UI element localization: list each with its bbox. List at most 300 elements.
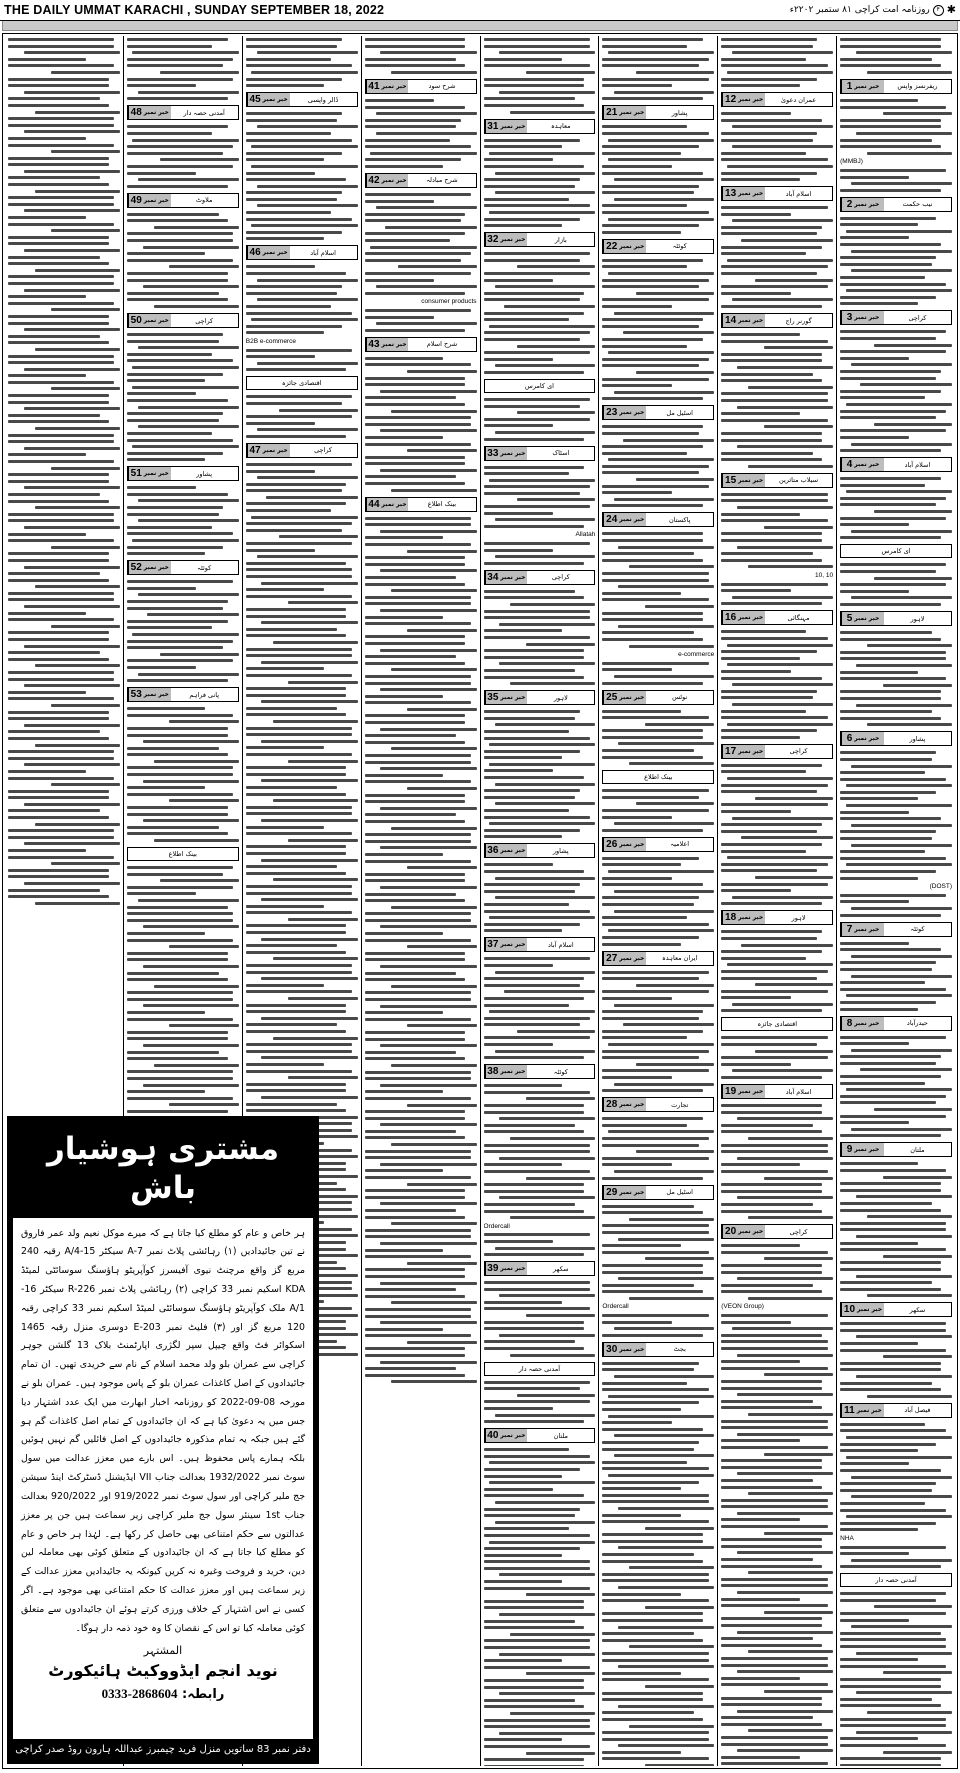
text-line	[721, 392, 827, 395]
text-line	[504, 305, 596, 308]
text-line	[484, 1554, 562, 1557]
text-line	[755, 797, 833, 800]
text-line	[407, 1341, 476, 1344]
section-header-23[interactable]	[602, 405, 714, 420]
section-category-43: شرح اسلام	[408, 338, 475, 351]
text-line	[851, 250, 952, 253]
section-header-11[interactable]	[840, 1403, 952, 1418]
section-category-4: اسلام آباد	[884, 458, 951, 471]
section-label-box[interactable]: بینک اطلاع	[127, 847, 239, 861]
section-header-35[interactable]	[484, 690, 596, 705]
section-label-box[interactable]: اقتصادی جائزہ	[246, 376, 358, 390]
section-number-label: خبر نمبر	[500, 1068, 526, 1076]
body-text-block	[602, 532, 714, 647]
section-header-41[interactable]	[365, 79, 477, 94]
section-header-32[interactable]	[484, 232, 596, 247]
body-text-block	[721, 38, 833, 87]
section-header-21[interactable]	[602, 105, 714, 120]
text-line	[8, 157, 109, 160]
section-number-label: خبر نمبر	[381, 340, 407, 348]
text-line	[8, 381, 114, 384]
text-line	[721, 1400, 813, 1403]
text-line	[840, 503, 936, 506]
body-text-block	[365, 357, 477, 492]
text-line	[618, 1277, 714, 1280]
text-line	[484, 1183, 585, 1186]
text-line	[261, 740, 357, 743]
text-line	[246, 832, 352, 835]
text-line	[365, 741, 466, 744]
text-line	[24, 842, 120, 845]
text-line	[727, 663, 833, 666]
body-text-block	[127, 333, 239, 461]
text-line	[8, 513, 114, 516]
section-header-49[interactable]	[127, 193, 239, 208]
text-line	[602, 1448, 694, 1451]
section-category-47: کراچی	[290, 444, 357, 457]
text-line	[602, 1718, 703, 1721]
text-line	[484, 997, 585, 1000]
text-line	[365, 978, 466, 981]
text-line	[846, 863, 952, 866]
section-label-box[interactable]: ای کامرس	[484, 379, 596, 393]
text-line	[365, 1347, 466, 1350]
text-line	[138, 346, 239, 349]
text-line	[261, 977, 357, 980]
section-header-28[interactable]	[602, 1097, 714, 1112]
text-line	[602, 1089, 703, 1092]
text-line	[840, 657, 946, 660]
text-line	[261, 1056, 357, 1059]
text-line	[840, 477, 941, 480]
text-line	[24, 51, 120, 54]
text-line	[602, 1494, 708, 1497]
text-line	[398, 265, 476, 268]
text-line	[602, 903, 694, 906]
section-number-value: 43	[368, 338, 380, 350]
section-header-46[interactable]	[246, 245, 358, 260]
text-line	[727, 723, 833, 726]
text-line	[246, 707, 338, 710]
text-line	[721, 823, 822, 826]
text-line	[840, 690, 941, 693]
text-line	[251, 516, 357, 519]
body-text-block	[484, 1233, 596, 1256]
section-number-label: خبر نمبر	[619, 409, 645, 417]
body-text-block	[127, 580, 239, 682]
text-line	[246, 971, 352, 974]
text-line	[484, 272, 590, 275]
text-line	[365, 780, 471, 783]
text-line	[484, 298, 580, 301]
text-line	[526, 1177, 595, 1180]
text-line	[851, 1049, 952, 1052]
section-header-20[interactable]	[721, 1224, 833, 1239]
section-header-5[interactable]	[840, 611, 952, 626]
text-line	[251, 145, 357, 148]
text-line	[391, 985, 476, 988]
section-number-47	[247, 444, 290, 457]
section-number-label: خبر نمبر	[738, 476, 764, 484]
section-header-3[interactable]	[840, 310, 952, 325]
text-line	[160, 158, 238, 161]
section-label-box[interactable]: بینک اطلاع	[602, 770, 714, 784]
text-line	[721, 552, 813, 555]
section-header-44[interactable]	[365, 497, 477, 512]
section-header-50[interactable]	[127, 313, 239, 328]
text-line	[261, 700, 357, 703]
text-line	[867, 1215, 952, 1218]
text-line	[288, 681, 357, 684]
section-header-15[interactable]	[721, 473, 833, 488]
section-category-27: ایران معاہدہ	[646, 952, 713, 965]
text-line	[489, 743, 595, 746]
text-line	[602, 504, 703, 507]
text-line	[748, 1413, 833, 1416]
text-line	[246, 694, 347, 697]
text-line	[484, 1560, 590, 1563]
section-header-7[interactable]	[840, 922, 952, 937]
text-line	[608, 218, 714, 221]
text-line	[484, 590, 576, 593]
text-line	[602, 816, 671, 819]
text-line	[127, 213, 219, 216]
text-line	[160, 653, 238, 656]
section-header-29[interactable]	[602, 1185, 714, 1200]
text-line	[851, 955, 952, 958]
section-category-26: اعلامیہ	[646, 838, 713, 851]
text-line	[737, 1196, 833, 1199]
text-line	[484, 1084, 562, 1087]
text-line	[840, 1718, 946, 1721]
text-line	[8, 579, 109, 582]
text-line	[127, 78, 233, 81]
section-header-43[interactable]	[365, 337, 477, 352]
text-line	[51, 625, 120, 628]
text-line	[721, 559, 822, 562]
section-number-value: 29	[606, 1186, 618, 1198]
text-line	[365, 820, 466, 823]
section-category-35: لاہور	[527, 691, 594, 704]
text-line	[867, 1395, 952, 1398]
text-line	[169, 1103, 238, 1106]
masthead-title-ur: روزنامہ امت کراچی ۱۸ ستمبر ۲۰۲۲ء	[789, 5, 930, 15]
text-line	[602, 152, 680, 155]
section-header-16[interactable]	[721, 610, 833, 625]
text-line	[614, 1454, 715, 1457]
text-line	[246, 368, 347, 371]
text-line	[246, 1030, 347, 1033]
section-header-10[interactable]	[840, 1302, 952, 1317]
text-line	[51, 387, 120, 390]
text-line	[608, 458, 714, 461]
section-label-box[interactable]: آمدنی حصہ دار	[840, 1573, 952, 1587]
english-fragment: NHA	[840, 1534, 854, 1542]
text-line	[8, 856, 114, 859]
section-header-8[interactable]	[840, 1016, 952, 1031]
section-number-25	[603, 691, 646, 704]
section-number-44	[366, 498, 409, 511]
text-line	[365, 423, 471, 426]
text-line	[840, 817, 941, 820]
text-line	[602, 1401, 698, 1404]
section-number-value: 10	[843, 1304, 856, 1316]
section-header-39[interactable]	[484, 1261, 596, 1276]
text-line	[840, 1619, 909, 1622]
section-category-25: نوٹس	[646, 691, 713, 704]
text-line	[602, 592, 680, 595]
text-line	[602, 789, 708, 792]
section-header-47[interactable]	[246, 443, 358, 458]
text-line	[484, 977, 585, 980]
text-line	[727, 963, 833, 966]
text-line	[602, 1334, 703, 1337]
body-text-block	[365, 309, 477, 332]
section-header-17[interactable]	[721, 744, 833, 759]
section-header-42[interactable]	[365, 173, 477, 188]
text-line	[614, 91, 715, 94]
section-number-48	[128, 106, 171, 119]
section-header-40[interactable]	[484, 1428, 596, 1443]
text-line	[602, 923, 708, 926]
text-line	[618, 585, 714, 588]
text-line	[8, 618, 114, 621]
section-header-38[interactable]	[484, 1064, 596, 1079]
section-header-53[interactable]	[127, 687, 239, 702]
text-line	[127, 998, 233, 1001]
text-line	[737, 506, 833, 509]
section-number-value: 15	[725, 474, 737, 486]
text-line	[127, 873, 223, 876]
section-header-45[interactable]	[246, 92, 358, 107]
body-text-block	[127, 38, 239, 100]
text-line	[127, 292, 219, 295]
text-line	[380, 1321, 476, 1324]
text-line	[721, 379, 822, 382]
text-line	[840, 1382, 932, 1385]
section-header-22[interactable]	[602, 239, 714, 254]
english-fragment: (DOST)	[929, 883, 952, 891]
section-header-14[interactable]	[721, 313, 833, 328]
english-fragment: (VEON Group)	[721, 1303, 764, 1311]
text-line	[484, 669, 576, 672]
section-header-26[interactable]	[602, 837, 714, 852]
text-line	[602, 1461, 687, 1464]
text-line	[246, 211, 331, 214]
body-text-block	[721, 1104, 833, 1219]
text-line	[365, 1011, 443, 1014]
text-line	[484, 1620, 576, 1623]
text-line	[127, 45, 212, 48]
section-header-25[interactable]	[602, 690, 714, 705]
text-line	[484, 1130, 585, 1133]
text-line	[365, 252, 471, 255]
text-line	[721, 1321, 790, 1324]
text-line	[288, 601, 357, 604]
text-line	[484, 97, 576, 100]
text-line	[721, 1505, 827, 1508]
text-line	[127, 58, 233, 61]
text-line	[246, 1050, 352, 1053]
text-line	[840, 1228, 946, 1231]
text-line	[840, 1202, 932, 1205]
text-line	[602, 1211, 703, 1214]
section-number-label: خبر نمبر	[738, 96, 764, 104]
text-line	[840, 1744, 946, 1747]
text-line	[495, 518, 596, 521]
text-line	[365, 1090, 443, 1093]
section-number-2	[841, 198, 884, 211]
text-line	[618, 1744, 714, 1747]
text-line	[246, 355, 315, 358]
text-line	[727, 644, 833, 647]
section-header-52[interactable]	[127, 560, 239, 575]
text-line	[618, 742, 714, 745]
text-line	[636, 71, 714, 74]
text-line	[602, 84, 671, 87]
section-header-30[interactable]	[602, 1342, 714, 1357]
text-line	[8, 737, 109, 740]
text-line	[127, 132, 212, 135]
section-header-36[interactable]	[484, 843, 596, 858]
section-category-21: پشاور	[646, 106, 713, 119]
text-line	[840, 263, 932, 266]
text-line	[127, 552, 205, 555]
section-header-33[interactable]	[484, 446, 596, 461]
section-label-box[interactable]: اقتصادی جائزہ	[721, 1017, 833, 1031]
section-label-box[interactable]: ای کامرس	[840, 544, 952, 558]
text-line	[840, 283, 946, 286]
text-line	[127, 766, 233, 769]
text-line	[484, 1646, 590, 1649]
text-line	[721, 119, 822, 122]
text-line	[856, 1731, 952, 1734]
section-header-9[interactable]	[840, 1142, 952, 1157]
text-line	[484, 610, 590, 613]
text-line	[288, 839, 357, 842]
section-header-19[interactable]	[721, 1084, 833, 1099]
text-line	[602, 1290, 703, 1293]
section-header-24[interactable]	[602, 512, 714, 527]
section-label-box[interactable]: آمدنی حصہ دار	[484, 1362, 596, 1376]
text-line	[246, 489, 342, 492]
section-category-11: فیصل آباد	[884, 1404, 951, 1417]
text-line	[484, 1587, 590, 1590]
text-line	[127, 826, 219, 829]
section-number-value: 9	[846, 1144, 853, 1156]
text-line	[365, 635, 466, 638]
text-line	[721, 1347, 827, 1350]
section-header-2[interactable]	[840, 197, 952, 212]
text-line	[602, 1271, 703, 1274]
text-line	[748, 1137, 833, 1140]
section-number-value: 7	[846, 923, 853, 935]
text-line	[517, 1030, 595, 1033]
section-header-27[interactable]	[602, 951, 714, 966]
text-line	[365, 1077, 471, 1080]
section-number-value: 47	[249, 444, 261, 456]
section-number-value: 26	[606, 838, 618, 850]
section-number-label: خبر نمبر	[500, 449, 526, 457]
text-line	[602, 1678, 708, 1681]
text-line	[602, 64, 698, 67]
section-header-37[interactable]	[484, 937, 596, 952]
text-line	[246, 951, 347, 954]
text-line	[365, 64, 466, 67]
text-line	[602, 1030, 703, 1033]
text-line	[257, 51, 358, 54]
text-line	[840, 677, 946, 680]
text-line	[748, 1571, 833, 1574]
text-line	[608, 139, 714, 142]
section-header-31[interactable]	[484, 119, 596, 134]
body-text-block	[721, 1036, 833, 1079]
text-line	[127, 1031, 228, 1034]
section-header-48[interactable]	[127, 105, 239, 120]
text-line	[851, 1128, 952, 1131]
text-line	[645, 605, 714, 608]
body-text-block	[246, 463, 358, 565]
text-line	[365, 1117, 466, 1120]
section-number-29	[603, 1186, 646, 1199]
text-line	[748, 1492, 833, 1495]
body-text-block	[246, 38, 358, 87]
text-line	[246, 654, 352, 657]
text-line	[484, 1508, 580, 1511]
text-line	[840, 1658, 918, 1661]
text-line	[484, 1455, 590, 1458]
section-header-13[interactable]	[721, 186, 833, 201]
text-line	[246, 773, 347, 776]
text-line	[8, 790, 109, 793]
text-line	[246, 292, 338, 295]
text-line	[840, 370, 941, 373]
text-line	[484, 1738, 562, 1741]
text-line	[608, 1395, 714, 1398]
section-header-4[interactable]	[840, 457, 952, 472]
text-line	[629, 1725, 714, 1728]
text-line	[614, 1083, 715, 1086]
text-line	[602, 896, 698, 899]
text-line	[737, 1710, 833, 1713]
section-header-34[interactable]	[484, 570, 596, 585]
section-header-18[interactable]	[721, 910, 833, 925]
text-line	[764, 1690, 833, 1693]
text-line	[645, 1764, 714, 1766]
text-line	[748, 1216, 833, 1219]
text-line	[365, 622, 471, 625]
text-line	[365, 106, 466, 109]
text-line	[489, 479, 595, 482]
text-line	[246, 237, 324, 240]
text-line	[846, 1436, 952, 1439]
text-line	[484, 1600, 585, 1603]
text-line	[484, 198, 569, 201]
section-header-12[interactable]	[721, 92, 833, 107]
text-line	[755, 983, 833, 986]
section-header-51[interactable]	[127, 466, 239, 481]
text-line	[246, 415, 352, 418]
text-line	[721, 1203, 813, 1206]
text-line	[840, 710, 932, 713]
text-line	[484, 351, 590, 354]
text-line	[867, 71, 952, 74]
text-line	[246, 483, 347, 486]
section-header-6[interactable]	[840, 731, 952, 746]
text-line	[365, 1057, 466, 1060]
text-line	[636, 292, 714, 295]
section-header-1[interactable]	[840, 79, 952, 94]
